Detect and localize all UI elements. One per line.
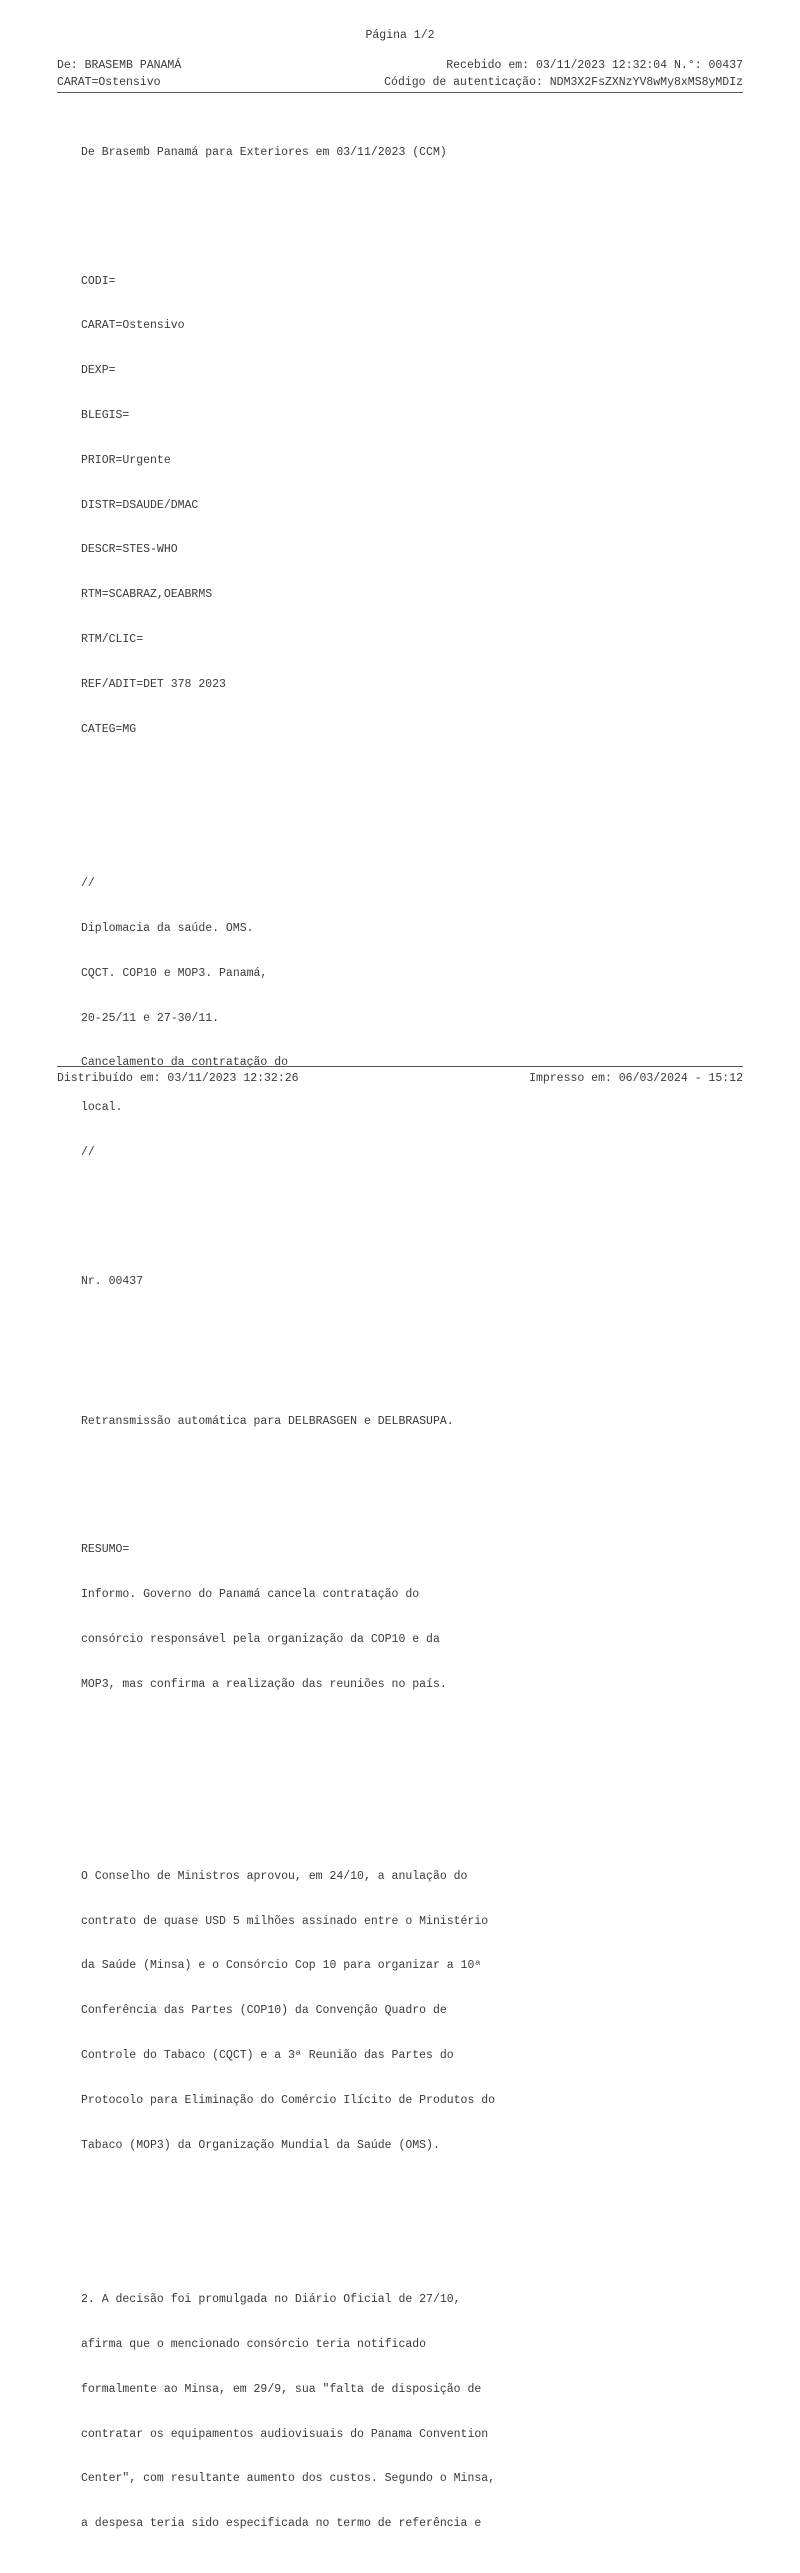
paragraph-line: Conferência das Partes (COP10) da Convenção Quadro de bbox=[81, 2004, 447, 2018]
paragraph-line: da Saúde (Minsa) e o Consórcio Cop 10 para organizar a 10ª bbox=[81, 1959, 482, 1973]
received-info: Recebido em: 03/11/2023 12:32:04 N.°: 00437 bbox=[446, 59, 743, 72]
document-body bbox=[81, 118, 741, 2573]
sender: De: BRASEMB PANAMÁ bbox=[57, 59, 182, 72]
field-line: DEXP= bbox=[81, 364, 116, 378]
subject-block bbox=[81, 849, 741, 1189]
distributed-date: Distribuído em: 03/11/2023 12:32:26 bbox=[57, 1072, 299, 1085]
subject-line: // bbox=[81, 877, 95, 891]
subject-line: Diplomacia da saúde. OMS. bbox=[81, 921, 254, 935]
subject-line: 20-25/11 e 27-30/11. bbox=[81, 1011, 220, 1025]
field-line: PRIOR=Urgente bbox=[81, 453, 171, 467]
summary-line: RESUMO= bbox=[81, 1543, 130, 1557]
paragraph-line: O Conselho de Ministros aprovou, em 24/10, a anulação do bbox=[81, 1869, 468, 1883]
printed-date: Impresso em: 06/03/2024 - 15:12 bbox=[529, 1072, 743, 1085]
field-line: DESCR=STES-WHO bbox=[81, 543, 178, 557]
paragraph-line: Protocolo para Eliminação do Comércio Ilícito de Produtos do bbox=[81, 2093, 496, 2107]
summary-line: Informo. Governo do Panamá cancela contratação do bbox=[81, 1588, 420, 1602]
paragraph-line: contrato de quase USD 5 milhões assinado entre o Ministério bbox=[81, 1914, 489, 1928]
footer bbox=[57, 1072, 743, 1085]
paragraph-line: Controle do Tabaco (CQCT) e a 3ª Reunião das Partes do bbox=[81, 2049, 454, 2063]
paragraph-1 bbox=[81, 1842, 741, 2182]
summary-line: MOP3, mas confirma a realização das reuniões no país. bbox=[81, 1677, 447, 1691]
subject-line: local. bbox=[81, 1101, 123, 1115]
field-line: BLEGIS= bbox=[81, 408, 130, 422]
telegram-number: Nr. 00437 bbox=[81, 1274, 144, 1288]
subject-line: CQCT. COP10 e MOP3. Panamá, bbox=[81, 966, 268, 980]
header-row-2 bbox=[57, 76, 743, 89]
paragraph-line: Tabaco (MOP3) da Organização Mundial da Saúde (OMS). bbox=[81, 2138, 440, 2152]
paragraph-line: afirma que o mencionado consórcio teria notificado bbox=[81, 2338, 427, 2352]
paragraph-2 bbox=[81, 2265, 741, 2560]
field-line: CODI= bbox=[81, 274, 116, 288]
paragraph-line: formalmente ao Minsa, em 29/9, sua "falta de disposição de bbox=[81, 2382, 482, 2396]
subject-line: Cancelamento da contratação do bbox=[81, 1056, 289, 1070]
field-line: DISTR=DSAUDE/DMAC bbox=[81, 498, 199, 512]
field-line: REF/ADIT=DET 378 2023 bbox=[81, 677, 226, 691]
subject-line: // bbox=[81, 1145, 95, 1159]
field-line: CARAT=Ostensivo bbox=[81, 319, 185, 333]
intro-line: De Brasemb Panamá para Exteriores em 03/11/2023 (CCM) bbox=[81, 146, 447, 159]
footer-divider bbox=[57, 1066, 743, 1067]
header-row-1 bbox=[57, 59, 743, 72]
summary-line: consórcio responsável pela organização da COP10 e da bbox=[81, 1632, 440, 1646]
paragraph-line: Center", com resultante aumento dos custos. Segundo o Minsa, bbox=[81, 2472, 496, 2486]
retransmission-note: Retransmissão automática para DELBRASGEN e DELBRASUPA. bbox=[81, 1414, 454, 1428]
paragraph-line: 2. A decisão foi promulgada no Diário Oficial de 27/10, bbox=[81, 2293, 461, 2307]
page-number: Página 1/2 bbox=[365, 29, 435, 42]
header-divider bbox=[57, 92, 743, 93]
authentication-code: Código de autenticação: NDM3X2FsZXNzYV8wMy8xMS8yMDIz bbox=[384, 76, 743, 89]
paragraph-line: a despesa teria sido especificada no termo de referência e bbox=[81, 2517, 482, 2531]
field-line: RTM=SCABRAZ,OEABRMS bbox=[81, 588, 213, 602]
field-line: CATEG=MG bbox=[81, 722, 137, 736]
metadata-fields bbox=[81, 247, 741, 766]
paragraph-line: contratar os equipamentos audiovisuais do Panama Convention bbox=[81, 2427, 489, 2441]
summary-block bbox=[81, 1515, 741, 1720]
classification: CARAT=Ostensivo bbox=[57, 76, 161, 89]
field-line: RTM/CLIC= bbox=[81, 632, 144, 646]
